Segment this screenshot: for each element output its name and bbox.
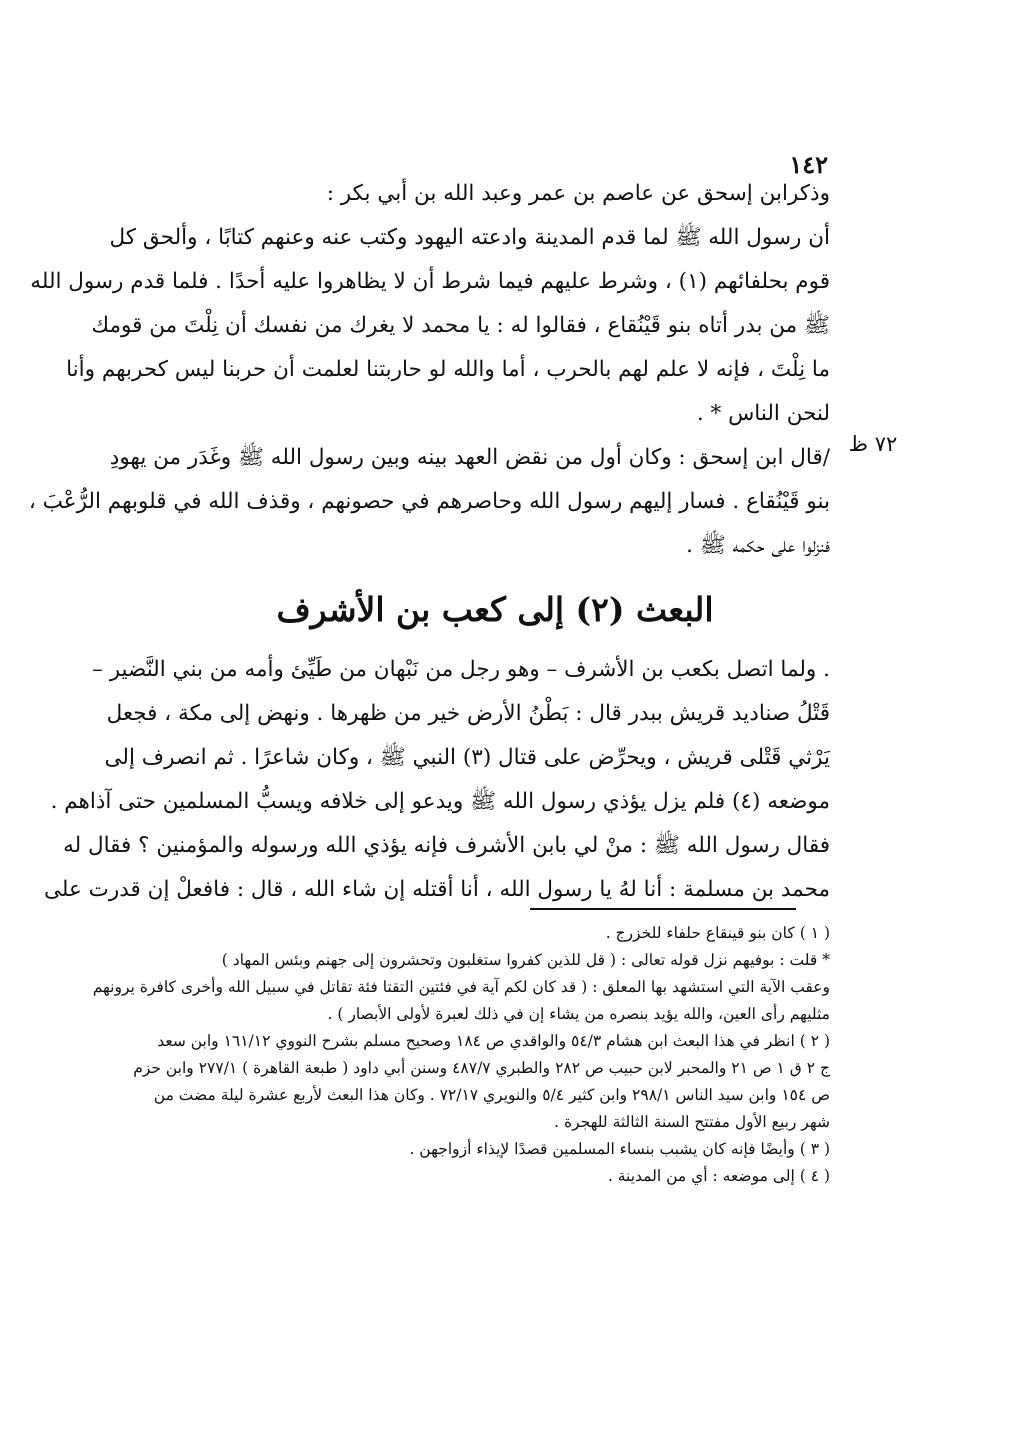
footnote-line: مثليهم رأى العين، والله يؤيد بنصره من يشاء إن في ذلك لعبرة لأولى الأبصار ) . xyxy=(327,1005,830,1023)
text-line: يَرْثي قَتْلى قريش ، ويحرِّض على قتال (٣) النبي ﷺ ، وكان شاعرًا . ثم انصرف إلى xyxy=(104,745,830,770)
text-line: لنحن الناس * . xyxy=(696,401,830,426)
text-line: . ولما اتصل بكعب بن الأشرف – وهو رجل من نَبْهان من طَيِّئ وأمه من بني النَّضير – xyxy=(92,657,830,682)
text-line: ما نِلْتَ ، فإنه لا علم لهم بالحرب ، أما والله لو حاربتنا لعلمت أن حربنا ليس كحربهم وأنا xyxy=(66,357,830,382)
footnote-line: ص ١٥٤ وابن سيد الناس ٢٩٨/١ وابن كثير ٥/٤ والنويري ٧٢/١٧ . وكان هذا البعث لأربع عشرة ليلة مضت من xyxy=(153,1086,830,1104)
text-line: فقال رسول الله ﷺ : منْ لي بابن الأشرف فإنه يؤذي الله ورسوله والمؤمنين ؟ فقال له xyxy=(63,833,830,858)
text-line: وذكرابن إسحق عن عاصم بن عمر وعبد الله بن أبي بكر : xyxy=(326,181,830,206)
margin-folio-note: ٧٢ ظ xyxy=(848,432,898,456)
footnote-line: ( ٢ ) انظر في هذا البعث ابن هشام ٥٤/٣ والواقدي ص ١٨٤ وصحيح مسلم بشرح النووي ١٦١/١٢ وابن سعد xyxy=(157,1032,830,1050)
footnote-divider xyxy=(530,908,796,910)
footnote-line: ( ٣ ) وأيضًا فإنه كان يشبب بنساء المسلمين قصدًا لإيذاء أزواجهن . xyxy=(409,1140,830,1158)
footnote-line: ج ٢ ق ١ ص ٢١ والمحبر لابن حبيب ص ٢٨٢ والطبري ٤٨٧/٧ وسنن أبي داود ( طبعة القاهرة ) ٢٧٧/١ وابن حزم xyxy=(133,1059,830,1077)
text-line: موضعه (٤) فلم يزل يؤذي رسول الله ﷺ ويدعو إلى خلافه ويسبُّ المسلمين حتى آذاهم . xyxy=(50,789,830,814)
section-two-text xyxy=(43,648,830,912)
footnote-line: ( ٤ ) إلى موضعه : أي من المدينة . xyxy=(607,1167,830,1185)
footnote-line: * قلت : بوفيهم نزل قوله تعالى : ( قل للذين كفروا ستغلبون وتحشرون إلى جهنم وبئس المهاد ) xyxy=(221,951,830,969)
footnote-line: ( ١ ) كان بنو قينقاع حلفاء للخزرج . xyxy=(605,924,830,942)
text-line: قوم بحلفائهم (١) ، وشرط عليهم فيما شرط أن لا يظاهروا عليه أحدًا . فلما قدم رسول الله xyxy=(30,269,830,294)
footnote-line: شهر ربيع الأول مفتتح السنة الثالثة للهجرة . xyxy=(554,1113,830,1131)
text-line: قَتْلُ صناديد قريش ببدر قال : بَطْنُ الأرض خير من ظهرها . ونهض إلى مكة ، فجعل xyxy=(106,701,830,726)
section-one-text xyxy=(28,172,830,568)
section-heading: البعث (٢) إلى كعب بن الأشرف xyxy=(276,590,714,629)
page-number: ١٤٢ xyxy=(789,150,828,179)
footnote-line: وعقب الآية التي استشهد بها المعلق : ( قد كان لكم آية في فئتين التقتا فئة تقاتل في سبيل الله وأخرى كافرة يرونهم xyxy=(92,978,830,996)
text-line: أن رسول الله ﷺ لما قدم المدينة وادعته اليهود وكتب عنه وعنهم كتابًا ، وألحق كل xyxy=(109,225,830,250)
text-line: /قال ابن إسحق : وكان أول من نقض العهد بينه وبين رسول الله ﷺ وغَدَر من يهودِ xyxy=(109,445,830,470)
footnotes xyxy=(92,920,830,1190)
text-line: محمد بن مسلمة : أنا لهُ يا رسول الله ، أنا أقتله إن شاء الله ، قال : فافعلْ إن قدرت على xyxy=(43,877,830,902)
text-line: فنزلوا على حكمه ﷺ . xyxy=(686,533,830,558)
text-line: ﷺ من بدر أتاه بنو قَيْنُقاع ، فقالوا له : يا محمد لا يغرك من نفسك أن نِلْتَ من قومك xyxy=(91,313,830,338)
text-line: بنو قَيْنُقاع . فسار إليهم رسول الله وحاصرهم في حصونهم ، وقذف الله في قلوبهم الرُّعْبَ ، xyxy=(28,489,830,514)
